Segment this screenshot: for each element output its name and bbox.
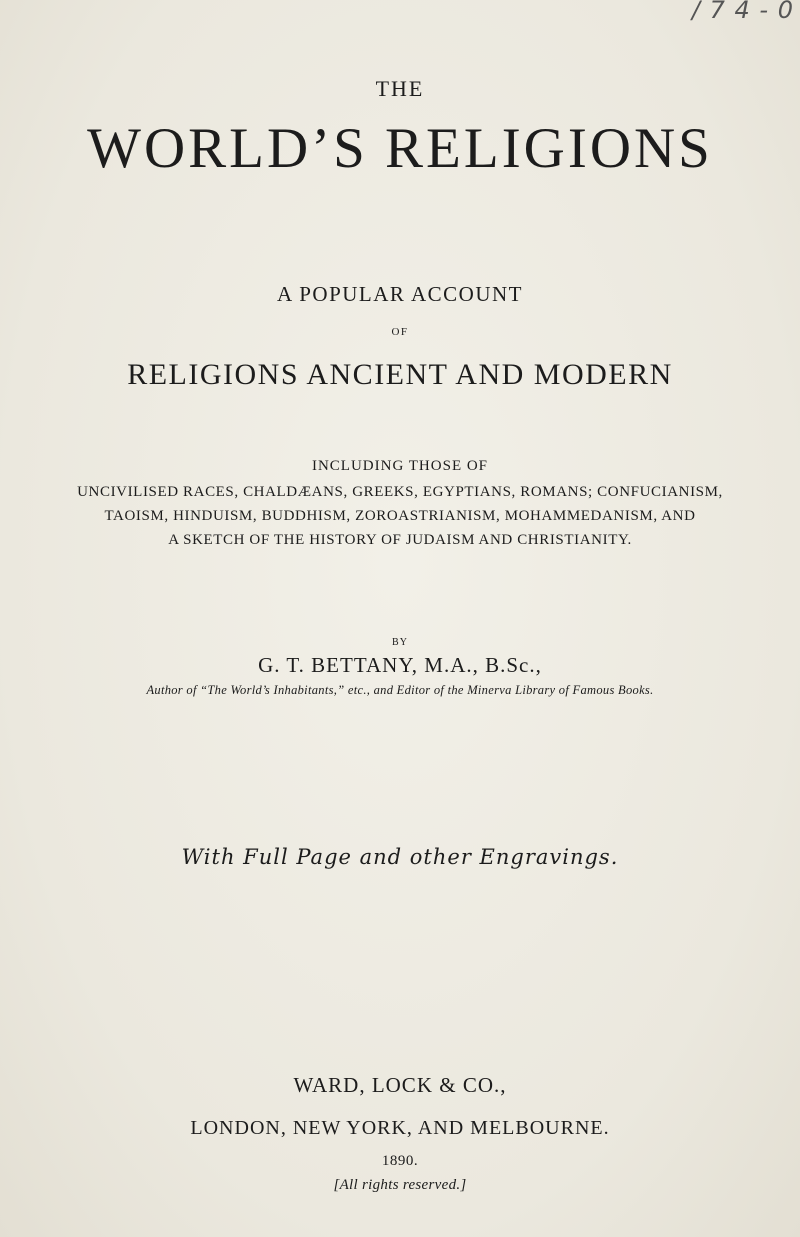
- subtitle-of: OF: [391, 326, 409, 338]
- main-title: WORLD’S RELIGIONS: [87, 117, 713, 180]
- publisher-name: WARD, LOCK & CO.,: [293, 1073, 507, 1097]
- subtitle-line-1: A POPULAR ACCOUNT: [276, 282, 524, 306]
- subtitle-line-2: RELIGIONS ANCIENT AND MODERN: [127, 358, 673, 391]
- author-name: G. T. BETTANY, M.A., B.Sc.,: [258, 653, 542, 677]
- illustrations-note: With Full Page and other Engravings.: [181, 845, 619, 869]
- rights-notice: [All rights reserved.]: [333, 1177, 467, 1193]
- title-article: THE: [375, 76, 425, 101]
- contents-line-1: UNCIVILISED RACES, CHALDÆANS, GREEKS, EGYPTIANS, ROMANS; CONFUCIANISM,: [77, 484, 723, 500]
- publisher-places: LONDON, NEW YORK, AND MELBOURNE.: [190, 1117, 610, 1139]
- publication-year: 1890.: [381, 1153, 419, 1169]
- pencil-annotation: / 7 4 - 0: [691, 0, 794, 24]
- including-heading: INCLUDING THOSE OF: [311, 458, 489, 474]
- contents-line-3: A SKETCH OF THE HISTORY OF JUDAISM AND CHRISTIANITY.: [168, 532, 632, 548]
- author-credits: Author of “The World’s Inhabitants,” etc., and Editor of the Minerva Library of Famous Books.: [146, 683, 654, 697]
- contents-line-2: TAOISM, HINDUISM, BUDDHISM, ZOROASTRIANISM, MOHAMMEDANISM, AND: [104, 508, 696, 524]
- by-label: BY: [392, 637, 408, 648]
